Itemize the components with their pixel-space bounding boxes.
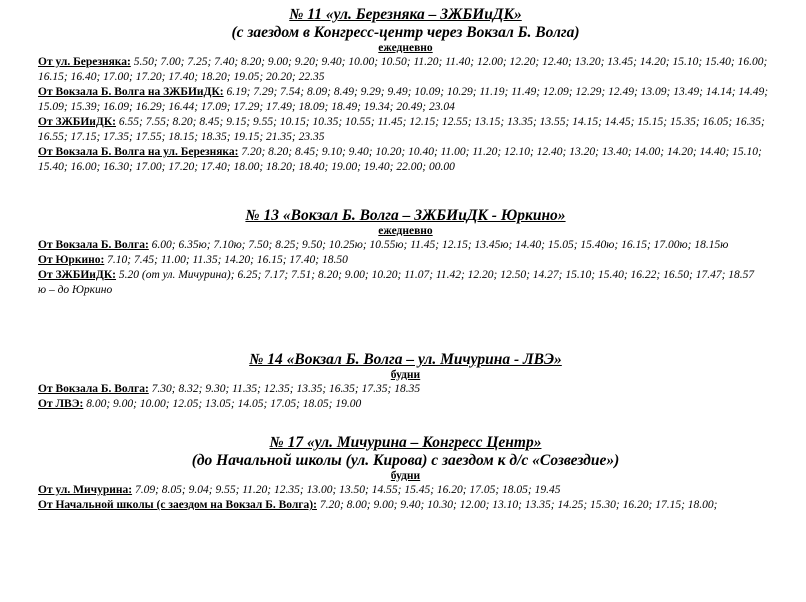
route-11-title: № 11 «ул. Березняка – ЗЖБИиДК» — [289, 6, 522, 23]
route-17-title: № 17 «ул. Мичурина – Конгресс Центр» — [269, 434, 542, 451]
stop-label: От ЗЖБИиДК: — [38, 269, 117, 281]
route-14-line-2 — [38, 397, 773, 412]
route-14-title: № 14 «Вокзал Б. Волга – ул. Мичурина - ЛВЭ» — [249, 351, 562, 368]
stop-label: От Начальной школы (с заездом на Вокзал Б. Волга): — [38, 499, 317, 511]
times: 5.20 (от ул. Мичурина); 6.25; 7.17; 7.51; 8.20; 9.00; 10.20; 11.07; 11.42; 12.20; 12.50; 14.27; 15.10; 15.40; 16.22; 16.50; 17.47; 18.57 — [116, 269, 755, 281]
stop-label: От ул. Березняка: — [38, 56, 131, 68]
stop-label: От Вокзала Б. Волга: — [38, 239, 149, 251]
route-17-frequency: будни — [390, 470, 421, 482]
stop-label: От ул. Мичурина: — [38, 484, 133, 496]
route-17-section — [38, 434, 773, 513]
route-17-subtitle: (до Начальной школы (ул. Кирова) с заездом к д/с «Созвездие») — [191, 452, 620, 469]
stop-label: От Вокзала Б. Волга на ул. Березняка: — [38, 146, 239, 158]
route-13-line-2 — [38, 253, 773, 268]
times: 6.00; 6.35ю; 7.10ю; 7.50; 8.25; 9.50; 10.25ю; 10.55ю; 11.45; 12.15; 13.45ю; 14.40; 15.05; 15.40ю; 16.15; 17.00ю; 18.15ю — [148, 239, 729, 251]
stop-label: От ЛВЭ: — [38, 398, 84, 410]
route-11-line-1 — [38, 55, 773, 85]
stop-label: От Юркино: — [38, 254, 105, 266]
route-17-line-2 — [38, 498, 773, 513]
route-14-section — [38, 351, 773, 412]
times: 6.19; 7.29; 7.54; 8.09; 8.49; 9.29; 9.49; 10.09; 10.29; 11.19; 11.49; 12.09; 12.29; 12.49; 13.09; 13.49; 14.14; 14.49; 15.09; 15.39; 16.09; 16.29; 16.44; 17.09; 17.29; 17.49; 18.09; 18.49; 19.34; 20.49; 23.04 — [38, 86, 769, 113]
route-13-section — [38, 207, 773, 298]
route-14-line-1 — [38, 382, 773, 397]
times: 5.50; 7.00; 7.25; 7.40; 8.20; 9.00; 9.20; 9.40; 10.00; 10.50; 11.20; 11.40; 12.00; 12.20; 12.40; 13.20; 13.45; 14.20; 15.10; 15.40; 16.00; 16.15; 16.40; 17.00; 17.20; 17.40; 18.20; 19.05; 20.20; 22.35 — [38, 56, 768, 83]
route-13-line-1 — [38, 238, 773, 253]
route-13-frequency: ежедневно — [378, 225, 433, 237]
route-13-note: ю – до Юркино — [38, 284, 113, 296]
stop-label: От Вокзала Б. Волга на ЗЖБИиДК: — [38, 86, 224, 98]
route-13-title: № 13 «Вокзал Б. Волга – ЗЖБИиДК - Юркино» — [245, 207, 566, 224]
route-17-line-1 — [38, 483, 773, 498]
route-11-section — [38, 6, 773, 175]
route-11-subtitle: (с заездом в Конгресс-центр через Вокзал Б. Волга) — [231, 24, 580, 41]
times: 7.09; 8.05; 9.04; 9.55; 11.20; 12.35; 13.00; 13.50; 14.55; 15.45; 16.20; 17.05; 18.05; 19.45 — [132, 484, 561, 496]
stop-label: От Вокзала Б. Волга: — [38, 383, 149, 395]
route-11-line-3 — [38, 115, 773, 145]
route-14-frequency: будни — [390, 369, 421, 381]
route-13-line-3 — [38, 268, 773, 283]
times: 8.00; 9.00; 10.00; 12.05; 13.05; 14.05; 17.05; 18.05; 19.00 — [83, 398, 362, 410]
times: 7.20; 8.20; 8.45; 9.10; 9.40; 10.20; 10.40; 11.00; 11.20; 12.10; 12.40; 13.20; 13.40; 14.00; 14.20; 14.40; 15.10; 15.40; 16.00; 16.30; 17.00; 17.20; 17.40; 18.00; 18.20; 18.40; 19.00; 19.40; 22.00; 00.00 — [38, 146, 762, 173]
times: 6.55; 7.55; 8.20; 8.45; 9.15; 9.55; 10.15; 10.35; 10.55; 11.45; 12.15; 12.55; 13.15; 13.35; 13.55; 14.15; 14.45; 15.15; 15.35; 16.05; 16.35; 16.55; 17.15; 17.35; 17.55; 18.15; 18.35; 19.15; 21.35; 23.35 — [38, 116, 765, 143]
stop-label: От ЗЖБИиДК: — [38, 116, 117, 128]
times: 7.10; 7.45; 11.00; 11.35; 14.20; 16.15; 17.40; 18.50 — [104, 254, 348, 266]
times: 7.30; 8.32; 9.30; 11.35; 12.35; 13.35; 16.35; 17.35; 18.35 — [148, 383, 421, 395]
route-11-line-4 — [38, 145, 773, 175]
route-11-frequency: ежедневно — [378, 42, 433, 54]
times: 7.20; 8.00; 9.00; 9.40; 10.30; 12.00; 13.10; 13.35; 14.25; 15.30; 16.20; 17.15; 18.00; — [316, 499, 718, 511]
route-11-line-2 — [38, 85, 773, 115]
